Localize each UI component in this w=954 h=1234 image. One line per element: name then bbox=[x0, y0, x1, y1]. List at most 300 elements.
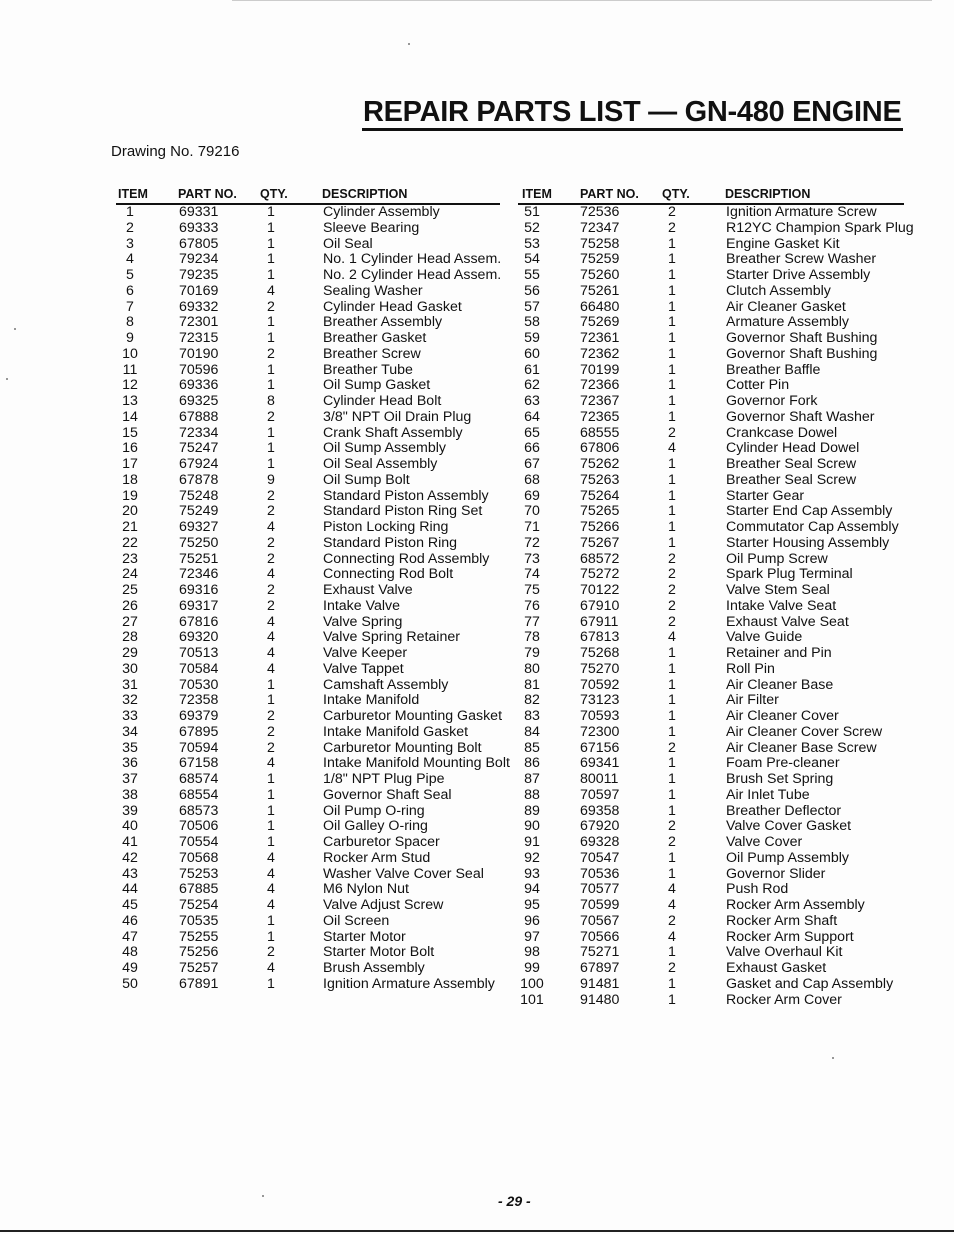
table-header bbox=[518, 186, 904, 205]
description: Cylinder Assembly bbox=[323, 204, 440, 220]
item-number: 79 bbox=[524, 645, 540, 661]
description: Valve Spring Retainer bbox=[323, 629, 460, 646]
item-number: 101 bbox=[520, 991, 544, 1008]
item-number: 74 bbox=[524, 566, 540, 583]
table-row bbox=[116, 378, 500, 394]
description: Starter Motor Bolt bbox=[323, 944, 435, 961]
item-number: 51 bbox=[524, 204, 540, 220]
item-number: 25 bbox=[122, 582, 138, 598]
item-number: 81 bbox=[524, 676, 540, 693]
description: Cotter Pin bbox=[726, 377, 790, 394]
part-number: 67813 bbox=[580, 629, 620, 646]
description: Connecting Rod Assembly bbox=[323, 550, 490, 567]
part-number: 70513 bbox=[179, 645, 219, 661]
part-number: 67878 bbox=[179, 471, 219, 488]
quantity: 8 bbox=[267, 393, 275, 409]
table-row bbox=[518, 804, 904, 820]
item-number: 12 bbox=[122, 377, 138, 394]
quantity: 2 bbox=[267, 739, 275, 756]
part-number: 70190 bbox=[179, 345, 219, 362]
quantity: 1 bbox=[267, 834, 275, 850]
description: Oil Sump Gasket bbox=[323, 377, 431, 394]
item-number: 68 bbox=[524, 471, 540, 488]
description: Governor Shaft Seal bbox=[323, 786, 452, 803]
table-row bbox=[518, 788, 904, 804]
table-row bbox=[518, 772, 904, 788]
item-number: 94 bbox=[524, 881, 540, 898]
quantity: 1 bbox=[668, 330, 676, 346]
description: Air Cleaner Cover Screw bbox=[726, 723, 883, 740]
part-number: 67910 bbox=[580, 597, 620, 614]
table-row bbox=[116, 835, 500, 851]
item-number: 33 bbox=[122, 708, 138, 724]
table-row bbox=[116, 662, 500, 678]
quantity: 2 bbox=[267, 582, 275, 598]
table-row bbox=[116, 977, 500, 993]
table-row bbox=[116, 520, 500, 536]
part-number: 79234 bbox=[179, 251, 219, 268]
part-number: 67920 bbox=[580, 818, 620, 835]
description: Spark Plug Terminal bbox=[726, 566, 853, 583]
item-number: 99 bbox=[524, 960, 540, 976]
part-number: 67895 bbox=[179, 723, 219, 740]
table-row bbox=[518, 630, 904, 646]
item-number: 44 bbox=[122, 881, 138, 898]
table-row bbox=[116, 615, 500, 631]
table-row bbox=[518, 693, 904, 709]
item-number: 67 bbox=[524, 456, 540, 472]
part-number: 70536 bbox=[580, 865, 620, 882]
part-number: 70597 bbox=[580, 786, 620, 803]
quantity: 1 bbox=[267, 771, 275, 787]
quantity: 2 bbox=[668, 597, 676, 614]
description: Rocker Arm Support bbox=[726, 928, 854, 945]
table-row bbox=[518, 284, 904, 300]
quantity: 4 bbox=[267, 613, 275, 630]
quantity: 4 bbox=[267, 629, 275, 646]
description: Air Inlet Tube bbox=[726, 786, 810, 803]
item-number: 26 bbox=[122, 597, 138, 614]
quantity: 1 bbox=[668, 361, 676, 378]
table-row bbox=[116, 394, 500, 410]
table-row bbox=[116, 867, 500, 883]
part-number: 75262 bbox=[580, 456, 620, 472]
quantity: 2 bbox=[267, 345, 275, 362]
table-row bbox=[518, 945, 904, 961]
item-number: 100 bbox=[520, 975, 544, 992]
part-number: 70594 bbox=[179, 739, 219, 756]
description: Governor Slider bbox=[726, 865, 826, 882]
part-number: 67805 bbox=[179, 235, 219, 252]
table-row bbox=[116, 741, 500, 757]
quantity: 1 bbox=[267, 676, 275, 693]
part-number: 75259 bbox=[580, 251, 620, 268]
item-number: 18 bbox=[122, 471, 138, 488]
description: M6 Nylon Nut bbox=[323, 881, 409, 898]
quantity: 1 bbox=[267, 267, 275, 283]
item-number: 95 bbox=[524, 897, 540, 913]
quantity: 1 bbox=[668, 991, 676, 1008]
quantity: 1 bbox=[668, 503, 676, 520]
part-number: 91480 bbox=[580, 991, 620, 1008]
item-number: 61 bbox=[524, 361, 540, 378]
description: Sealing Washer bbox=[323, 282, 423, 299]
quantity: 1 bbox=[668, 377, 676, 394]
quantity: 4 bbox=[668, 928, 676, 945]
part-number: 75268 bbox=[580, 645, 620, 661]
description: Valve Tappet bbox=[323, 660, 404, 677]
table-row bbox=[116, 708, 503, 725]
part-number: 75251 bbox=[179, 550, 219, 567]
quantity: 2 bbox=[267, 723, 275, 740]
item-number: 4 bbox=[126, 251, 134, 268]
part-number: 69327 bbox=[179, 519, 219, 535]
quantity: 4 bbox=[267, 519, 275, 535]
table-row bbox=[116, 315, 500, 331]
part-number: 91481 bbox=[580, 975, 620, 992]
table-row bbox=[518, 993, 904, 1009]
quantity: 1 bbox=[668, 408, 676, 425]
item-number: 92 bbox=[524, 849, 540, 866]
part-number: 75258 bbox=[580, 235, 620, 252]
quantity: 2 bbox=[668, 834, 676, 850]
part-number: 70596 bbox=[179, 361, 219, 378]
quantity: 4 bbox=[267, 897, 275, 913]
part-number: 70577 bbox=[580, 881, 620, 898]
table-row bbox=[518, 583, 904, 599]
item-number: 96 bbox=[524, 912, 540, 929]
part-number: 68572 bbox=[580, 550, 620, 567]
description: Exhaust Gasket bbox=[726, 960, 827, 976]
item-number: 87 bbox=[524, 771, 540, 787]
item-number: 43 bbox=[122, 865, 138, 882]
table-row bbox=[518, 252, 904, 268]
description: Oil Pump Assembly bbox=[726, 849, 849, 866]
part-number: 70535 bbox=[179, 912, 219, 929]
table-row bbox=[116, 426, 500, 442]
table-row bbox=[116, 205, 500, 221]
description: Valve Keeper bbox=[323, 645, 408, 661]
table-row bbox=[116, 788, 500, 804]
table-body bbox=[518, 204, 914, 1008]
item-number: 86 bbox=[524, 755, 540, 772]
description: Crank Shaft Assembly bbox=[323, 424, 463, 441]
table-row bbox=[518, 961, 904, 977]
quantity: 2 bbox=[668, 960, 676, 976]
description: Starter End Cap Assembly bbox=[726, 503, 893, 520]
part-number: 70593 bbox=[580, 708, 620, 724]
table-row bbox=[116, 552, 500, 568]
item-number: 85 bbox=[524, 739, 540, 756]
parts-table-left bbox=[116, 186, 510, 993]
part-number: 70566 bbox=[580, 928, 620, 945]
table-row bbox=[518, 219, 914, 237]
description: Air Cleaner Base bbox=[726, 676, 834, 693]
description: Ignition Armature Screw bbox=[726, 204, 877, 220]
table-row bbox=[116, 441, 500, 457]
quantity: 4 bbox=[668, 897, 676, 913]
item-number: 21 bbox=[122, 519, 138, 535]
quantity: 4 bbox=[267, 849, 275, 866]
item-number: 22 bbox=[122, 534, 138, 551]
item-number: 35 bbox=[122, 739, 138, 756]
description: Cylinder Head Dowel bbox=[726, 440, 860, 457]
scan-speck bbox=[832, 1057, 834, 1059]
item-number: 7 bbox=[126, 298, 134, 315]
quantity: 9 bbox=[267, 471, 275, 488]
part-number: 67924 bbox=[179, 456, 219, 472]
item-number: 3 bbox=[126, 235, 134, 252]
description: No. 1 Cylinder Head Assem. bbox=[323, 251, 502, 268]
part-number: 75263 bbox=[580, 471, 620, 488]
description: Oil Sump Assembly bbox=[323, 440, 446, 457]
part-number: 70567 bbox=[580, 912, 620, 929]
description: Intake Manifold bbox=[323, 692, 420, 709]
quantity: 1 bbox=[668, 456, 676, 472]
description: Breather Screw bbox=[323, 345, 421, 362]
table-row bbox=[116, 457, 500, 473]
table-row bbox=[518, 678, 904, 694]
quantity: 4 bbox=[668, 440, 676, 457]
part-number: 75257 bbox=[179, 960, 219, 976]
item-number: 16 bbox=[122, 440, 138, 457]
description: Carburetor Mounting Gasket bbox=[323, 708, 503, 724]
part-number: 72367 bbox=[580, 393, 620, 409]
part-number: 69358 bbox=[580, 802, 620, 819]
part-number: 67911 bbox=[580, 613, 619, 630]
part-number: 75255 bbox=[179, 928, 219, 945]
quantity: 2 bbox=[267, 534, 275, 551]
item-number: 76 bbox=[524, 597, 540, 614]
description: Air Cleaner Cover bbox=[726, 708, 839, 724]
part-number: 67891 bbox=[179, 975, 219, 992]
description: Armature Assembly bbox=[726, 314, 849, 331]
description: Exhaust Valve bbox=[323, 582, 413, 598]
top-edge-line bbox=[232, 0, 932, 1]
header-qty: QTY. bbox=[260, 187, 288, 201]
description: Starter Motor bbox=[323, 928, 406, 945]
quantity: 1 bbox=[668, 298, 676, 315]
description: No. 2 Cylinder Head Assem. bbox=[323, 267, 502, 283]
quantity: 2 bbox=[267, 597, 275, 614]
quantity: 1 bbox=[267, 440, 275, 457]
item-number: 80 bbox=[524, 660, 540, 677]
table-row bbox=[518, 552, 904, 568]
description: Oil Galley O-ring bbox=[323, 818, 428, 835]
description: Oil Sump Bolt bbox=[323, 471, 410, 488]
item-number: 66 bbox=[524, 440, 540, 457]
description: Air Cleaner Base Screw bbox=[726, 739, 877, 756]
table-row bbox=[518, 394, 904, 410]
item-number: 49 bbox=[122, 960, 138, 976]
item-number: 77 bbox=[524, 613, 540, 630]
quantity: 1 bbox=[668, 267, 676, 283]
table-row bbox=[518, 504, 904, 520]
table-row bbox=[116, 945, 500, 961]
description: Valve Stem Seal bbox=[726, 582, 830, 598]
bottom-edge-line bbox=[0, 1230, 954, 1232]
description: Foam Pre-cleaner bbox=[726, 755, 840, 772]
item-number: 84 bbox=[524, 723, 540, 740]
part-number: 70568 bbox=[179, 849, 219, 866]
item-number: 19 bbox=[122, 487, 138, 504]
table-row bbox=[518, 315, 904, 331]
part-number: 67158 bbox=[179, 755, 219, 772]
table-row bbox=[518, 851, 904, 867]
item-number: 91 bbox=[524, 834, 540, 850]
table-row bbox=[116, 410, 500, 426]
quantity: 2 bbox=[267, 550, 275, 567]
table-row bbox=[116, 819, 500, 835]
part-number: 68554 bbox=[179, 786, 219, 803]
table-row bbox=[518, 725, 904, 741]
table-row bbox=[518, 331, 904, 347]
table-row bbox=[518, 662, 904, 678]
table-row bbox=[116, 347, 500, 363]
part-number: 72536 bbox=[580, 204, 620, 220]
description: Carburetor Spacer bbox=[323, 834, 440, 850]
table-row bbox=[518, 567, 904, 583]
item-number: 15 bbox=[122, 424, 138, 441]
part-number: 69328 bbox=[580, 834, 620, 850]
part-number: 75253 bbox=[179, 865, 219, 882]
quantity: 1 bbox=[668, 645, 676, 661]
table-row bbox=[518, 819, 904, 835]
item-number: 83 bbox=[524, 708, 540, 724]
item-number: 24 bbox=[122, 566, 138, 583]
quantity: 1 bbox=[668, 314, 676, 331]
item-number: 20 bbox=[122, 503, 138, 520]
description: Retainer and Pin bbox=[726, 645, 832, 661]
quantity: 1 bbox=[668, 708, 676, 724]
table-body bbox=[116, 204, 510, 993]
part-number: 67806 bbox=[580, 440, 620, 457]
description: Breather Tube bbox=[323, 361, 413, 378]
part-number: 75247 bbox=[179, 440, 219, 457]
part-number: 68574 bbox=[179, 771, 219, 787]
table-row bbox=[518, 410, 904, 426]
description: Valve Overhaul Kit bbox=[726, 944, 843, 961]
part-number: 72365 bbox=[580, 408, 620, 425]
quantity: 1 bbox=[267, 314, 275, 331]
description: Rocker Arm Cover bbox=[726, 991, 842, 1008]
table-row bbox=[518, 205, 904, 221]
description: Intake Manifold Mounting Bolt bbox=[323, 755, 510, 772]
table-row bbox=[116, 930, 500, 946]
item-number: 28 bbox=[122, 629, 138, 646]
item-number: 62 bbox=[524, 377, 540, 394]
item-number: 40 bbox=[122, 818, 138, 835]
item-number: 93 bbox=[524, 865, 540, 882]
item-number: 1 bbox=[126, 204, 134, 220]
table-row bbox=[116, 237, 500, 253]
part-number: 75261 bbox=[580, 282, 620, 299]
description: Oil Seal bbox=[323, 235, 373, 252]
description: Brush Assembly bbox=[323, 960, 425, 976]
part-number: 70169 bbox=[179, 282, 219, 299]
description: Starter Drive Assembly bbox=[726, 267, 871, 283]
item-number: 45 bbox=[122, 897, 138, 913]
description: Standard Piston Assembly bbox=[323, 487, 489, 504]
table-row bbox=[518, 914, 904, 930]
item-number: 58 bbox=[524, 314, 540, 331]
description: Governor Shaft Bushing bbox=[726, 345, 878, 362]
table-row bbox=[518, 520, 904, 536]
quantity: 1 bbox=[267, 361, 275, 378]
item-number: 42 bbox=[122, 849, 138, 866]
part-number: 73123 bbox=[580, 692, 620, 709]
item-number: 5 bbox=[126, 267, 134, 283]
item-number: 11 bbox=[122, 361, 138, 378]
item-number: 88 bbox=[524, 786, 540, 803]
quantity: 4 bbox=[267, 282, 275, 299]
table-row bbox=[116, 725, 500, 741]
quantity: 1 bbox=[668, 487, 676, 504]
item-number: 64 bbox=[524, 408, 540, 425]
table-row bbox=[518, 489, 904, 505]
description: Governor Fork bbox=[726, 393, 818, 409]
table-row bbox=[518, 536, 904, 552]
item-number: 78 bbox=[524, 629, 540, 646]
quantity: 1 bbox=[668, 975, 676, 992]
quantity: 1 bbox=[668, 755, 676, 772]
description: Breather Seal Screw bbox=[726, 456, 857, 472]
description: Breather Assembly bbox=[323, 314, 443, 331]
item-number: 54 bbox=[524, 251, 540, 268]
description: Breather Deflector bbox=[726, 802, 842, 819]
description: Breather Baffle bbox=[726, 361, 821, 378]
table-row bbox=[116, 851, 500, 867]
part-number: 68573 bbox=[179, 802, 219, 819]
quantity: 2 bbox=[668, 613, 676, 630]
item-number: 32 bbox=[122, 692, 138, 709]
part-number: 72361 bbox=[580, 330, 620, 346]
item-number: 29 bbox=[122, 645, 138, 661]
quantity: 1 bbox=[267, 786, 275, 803]
item-number: 69 bbox=[524, 487, 540, 504]
item-number: 46 bbox=[122, 912, 138, 929]
scan-speck bbox=[6, 378, 8, 380]
part-number: 75269 bbox=[580, 314, 620, 331]
item-number: 57 bbox=[524, 298, 540, 315]
drawing-number: Drawing No. 79216 bbox=[111, 143, 240, 160]
item-number: 17 bbox=[122, 456, 138, 472]
table-row bbox=[116, 536, 500, 552]
part-number: 75256 bbox=[179, 944, 219, 961]
description: Valve Spring bbox=[323, 613, 403, 630]
table-row bbox=[116, 567, 500, 583]
quantity: 4 bbox=[267, 865, 275, 882]
item-number: 97 bbox=[524, 928, 540, 945]
item-number: 55 bbox=[524, 267, 540, 283]
quantity: 1 bbox=[668, 802, 676, 819]
header-item: ITEM bbox=[522, 187, 552, 201]
part-number: 72366 bbox=[580, 377, 620, 394]
part-number: 80011 bbox=[580, 771, 619, 787]
table-row bbox=[116, 646, 500, 662]
quantity: 1 bbox=[668, 345, 676, 362]
part-number: 72347 bbox=[580, 219, 620, 236]
item-number: 63 bbox=[524, 393, 540, 409]
part-number: 67885 bbox=[179, 881, 219, 898]
item-number: 14 bbox=[122, 408, 138, 425]
part-number: 69317 bbox=[179, 597, 219, 614]
item-number: 6 bbox=[126, 282, 134, 299]
item-number: 70 bbox=[524, 503, 540, 520]
table-row bbox=[518, 426, 904, 442]
quantity: 1 bbox=[267, 818, 275, 835]
quantity: 1 bbox=[267, 912, 275, 929]
